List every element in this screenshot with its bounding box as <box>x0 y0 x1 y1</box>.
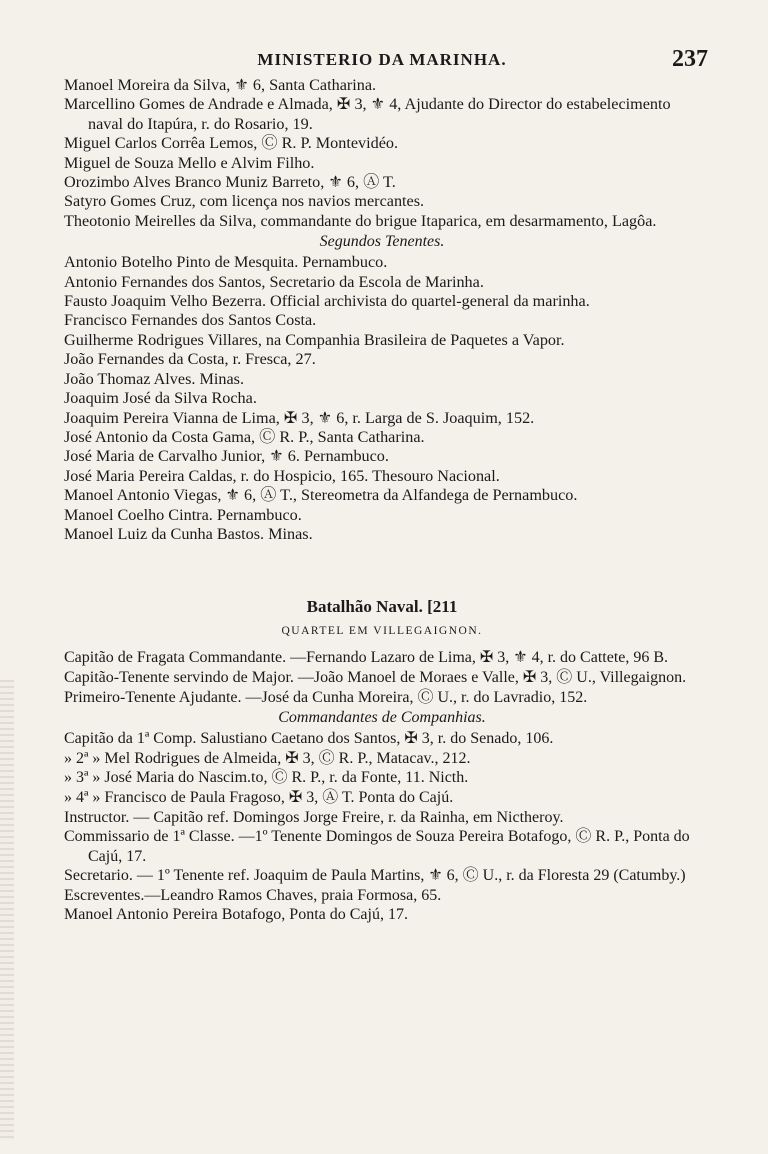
page-number: 237 <box>672 46 708 72</box>
list-item: Francisco Fernandes dos Santos Costa. <box>64 311 317 330</box>
list-item: Antonio Botelho Pinto de Mesquita. Pernambuco. <box>64 253 388 272</box>
battalion-title: Batalhão Naval. [211 <box>306 597 458 617</box>
document-page <box>64 46 708 925</box>
list-item: Fausto Joaquim Velho Bezerra. Official archivista do quartel-general da marinha. <box>64 292 590 311</box>
list-item: Satyro Gomes Cruz, com licença nos navios mercantes. <box>64 192 425 211</box>
page-header-title: MINISTERIO DA MARINHA. <box>257 50 507 69</box>
list-item: Marcellino Gomes de Andrade e Almada, ✠ 3, ⚜ 4, Ajudante do Director do estabelecimento naval do Itapúra, r. do Rosario, 19. <box>64 95 671 133</box>
list-item: Orozimbo Alves Branco Muniz Barreto, ⚜ 6, Ⓐ T. <box>64 173 396 192</box>
list-item: Escreventes.—Leandro Ramos Chaves, praia Formosa, 65. <box>64 886 442 904</box>
battalion-subtitle: QUARTEL EM VILLEGAIGNON. <box>281 625 483 638</box>
list-item: Theotonio Meirelles da Silva, commandante do brigue Itaparica, em desarmamento, Lagôa. <box>64 211 657 230</box>
list-item: » 3ª » José Maria do Nascim.to, Ⓒ R. P., r. da Fonte, 11. Nicth. <box>64 769 469 787</box>
first-lieutenants-list <box>64 76 700 231</box>
list-item: João Thomaz Alves. Minas. <box>64 369 244 388</box>
scan-edge-noise <box>0 680 14 1140</box>
section-heading-second-lieutenants: Segundos Tenentes. <box>319 233 445 251</box>
list-item: » 2ª » Mel Rodrigues de Almeida, ✠ 3, Ⓒ R. P., Matacav., 212. <box>64 749 471 767</box>
list-item: João Fernandes da Costa, r. Fresca, 27. <box>64 350 316 369</box>
list-item: José Maria Pereira Caldas, r. do Hospicio, 165. Thesouro Nacional. <box>64 466 500 485</box>
list-item: Secretario. — 1º Tenente ref. Joaquim de Paula Martins, ⚜ 6, Ⓒ U., r. da Floresta 29 (Catumby.) <box>64 867 686 885</box>
section-gap <box>64 544 700 594</box>
list-item: Joaquim José da Silva Rocha. <box>64 389 257 408</box>
running-head <box>64 46 708 76</box>
list-item: Instructor. — Capitão ref. Domingos Jorge Freire, r. da Rainha, em Nictheroy. <box>64 808 564 826</box>
list-item: José Antonio da Costa Gama, Ⓒ R. P., Santa Catharina. <box>64 427 425 446</box>
list-item: Joaquim Pereira Vianna de Lima, ✠ 3, ⚜ 6, r. Larga de S. Joaquim, 152. <box>64 408 535 427</box>
list-item: Capitão da 1ª Comp. Salustiano Caetano dos Santos, ✠ 3, r. do Senado, 106. <box>64 730 554 748</box>
list-item: Manoel Luiz da Cunha Bastos. Minas. <box>64 524 313 543</box>
battalion-section <box>64 594 700 925</box>
list-item: Primeiro-Tenente Ajudante. —José da Cunha Moreira, Ⓒ U., r. do Lavradio, 152. <box>64 688 588 706</box>
list-item: Guilherme Rodrigues Villares, na Companhia Brasileira de Paquetes a Vapor. <box>64 330 565 349</box>
list-item: José Maria de Carvalho Junior, ⚜ 6. Pernambuco. <box>64 447 389 466</box>
list-item: » 4ª » Francisco de Paula Fragoso, ✠ 3, Ⓐ T. Ponta do Cajú. <box>64 788 454 806</box>
list-item: Manoel Antonio Viegas, ⚜ 6, Ⓐ T., Stereometra da Alfandega de Pernambuco. <box>64 486 578 505</box>
list-item: Manoel Coelho Cintra. Pernambuco. <box>64 505 302 524</box>
list-item: Antonio Fernandes dos Santos, Secretario da Escola de Marinha. <box>64 272 484 291</box>
list-item: Capitão-Tenente servindo de Major. —João Manoel de Moraes e Valle, ✠ 3, Ⓒ U., Villegaignon. <box>64 668 687 686</box>
second-lieutenants-list <box>64 253 700 544</box>
list-item: Capitão de Fragata Commandante. —Fernando Lazaro de Lima, ✠ 3, ⚜ 4, r. do Cattete, 96 B. <box>64 649 669 667</box>
companies-heading: Commandantes de Companhias. <box>278 709 486 727</box>
list-item: Manoel Antonio Pereira Botafogo, Ponta do Cajú, 17. <box>64 906 408 924</box>
list-item: Miguel Carlos Corrêa Lemos, Ⓒ R. P. Montevidéo. <box>64 134 399 153</box>
list-item: Miguel de Souza Mello e Alvim Filho. <box>64 153 315 172</box>
list-item: Commissario de 1ª Classe. —1º Tenente Domingos de Souza Pereira Botafogo, Ⓒ R. P., Ponta do Cajú, 17. <box>64 828 690 865</box>
list-item: Manoel Moreira da Silva, ⚜ 6, Santa Catharina. <box>64 76 377 94</box>
